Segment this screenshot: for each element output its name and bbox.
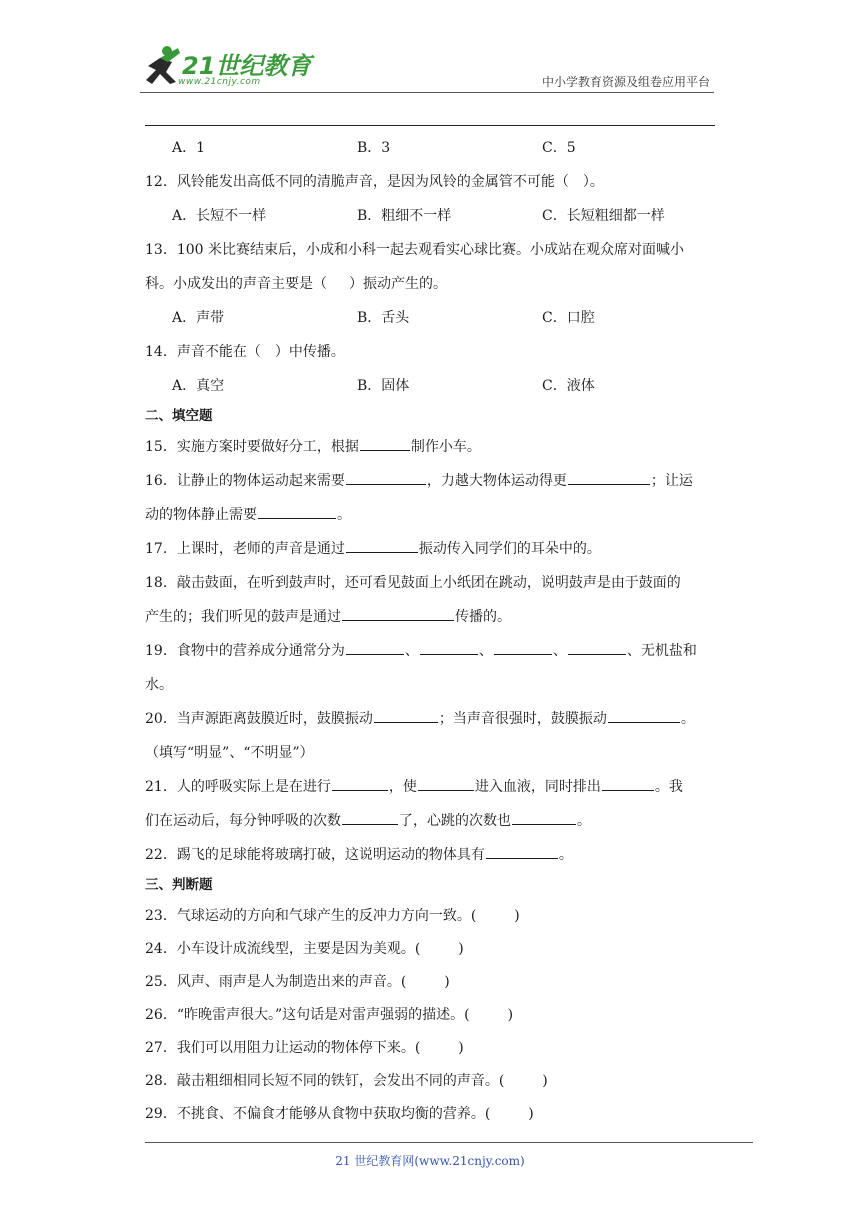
option-a: A．声带 [172,310,225,326]
question-13-cont: 科。小成发出的声音主要是（ ）振动产生的。 [145,276,447,292]
option-a: A．1 [172,140,206,156]
q14-options [145,369,720,403]
question-18: 18．敲击鼓面，在听到鼓声时，还可看见鼓面上小纸团在跳动，说明鼓声是由于鼓面的 [145,575,681,591]
option-c: C．5 [542,140,576,156]
page-header [0,0,860,130]
logo [142,44,317,94]
true-false-list [145,899,720,1130]
question-24: 24．小车设计成流线型，主要是因为美观。( ) [145,941,464,957]
question-28: 28．敲击粗细相同长短不同的铁钉，会发出不同的声音。( ) [145,1073,548,1089]
logo-url: www.21cnjy.com [178,77,261,87]
answer-blank[interactable] [360,432,410,451]
logo-text: 21世纪教育 [182,52,312,80]
answer-blank[interactable] [418,772,474,791]
answer-blank[interactable] [346,636,404,655]
question-21: 21．人的呼吸实际上是在进行 ，使 进入血液，同时排出 。我 [145,770,720,804]
answer-blank[interactable] [332,772,388,791]
question-22: 22．踢飞的足球能将玻璃打破，这说明运动的物体具有 。 [145,838,720,872]
runner-logo-icon [142,44,182,90]
platform-name: 中小学教育资源及组卷应用平台 [541,75,710,89]
question-12: 12．风铃能发出高低不同的清脆声音，是因为风铃的金属管不可能（ ）。 [145,174,604,190]
question-23: 23．气球运动的方向和气球产生的反冲力方向一致。( ) [145,908,520,924]
question-16: 16．让静止的物体运动起来需要 ，力越大物体运动得更 ；让运 [145,464,720,498]
page-footer: 21 世纪教育网(www.21cnjy.com) [335,1154,525,1168]
option-a: A．真空 [172,378,225,394]
question-26: 26．“昨晚雷声很大。”这句话是对雷声强弱的描述。( ) [145,1007,514,1023]
answer-blank[interactable] [486,840,558,859]
answer-blank[interactable] [608,704,680,723]
answer-blank[interactable] [346,466,426,485]
question-13: 13．100 米比赛结束后，小成和小科一起去观看实心球比赛。小成站在观众席对面喊小 [145,242,684,258]
option-c: C．液体 [542,378,595,394]
question-20: 20．当声源距离鼓膜近时，鼓膜振动 ；当声音很强时，鼓膜振动 。 [145,702,720,736]
option-b: B．固体 [357,378,410,394]
option-a: A．长短不一样 [172,208,267,224]
answer-blank[interactable] [342,806,398,825]
exam-content [145,131,720,1130]
section-true-false: 三、判断题 [145,877,213,893]
footer-divider [145,1142,753,1143]
question-19-cont: 水。 [145,677,173,693]
answer-blank[interactable] [420,636,478,655]
answer-blank[interactable] [512,806,576,825]
question-18-cont: 产生的；我们听见的鼓声是通过 传播的。 [145,600,720,634]
answer-blank[interactable] [346,534,418,553]
question-16-cont: 动的物体静止需要 。 [145,498,720,532]
answer-blank[interactable] [258,500,336,519]
option-b: B．舌头 [357,310,410,326]
answer-blank[interactable] [374,704,438,723]
q13-options [145,301,720,335]
answer-blank[interactable] [494,636,552,655]
header-divider [140,92,714,93]
question-17: 17．上课时，老师的声音是通过 振动传入同学们的耳朵中的。 [145,532,720,566]
q12-options [145,199,720,233]
option-c: C．长短粗细都一样 [542,208,665,224]
question-25: 25．风声、雨声是人为制造出来的声音。( ) [145,974,450,990]
question-20-cont: （填写“明显”、“不明显”） [145,745,314,761]
question-29: 29．不挑食、不偏食才能够从食物中获取均衡的营养。( ) [145,1106,534,1122]
section-fill-in: 二、填空题 [145,408,213,424]
option-c: C．口腔 [542,310,595,326]
question-21-cont: 们在运动后，每分钟呼吸的次数 了，心跳的次数也 。 [145,804,720,838]
question-15: 15．实施方案时要做好分工，根据 制作小车。 [145,430,720,464]
question-27: 27．我们可以用阻力让运动的物体停下来。( ) [145,1040,464,1056]
answer-blank[interactable] [568,466,650,485]
answer-blank[interactable] [568,636,626,655]
question-14: 14．声音不能在（ ）中传播。 [145,344,345,360]
answer-blank[interactable] [342,602,454,621]
option-b: B．3 [357,140,391,156]
q11-options [145,131,720,165]
answer-blank[interactable] [602,772,654,791]
top-rule [145,125,715,126]
option-b: B．粗细不一样 [357,208,452,224]
question-19: 19．食物中的营养成分通常分为 、 、 、 、无机盐和 [145,634,720,668]
